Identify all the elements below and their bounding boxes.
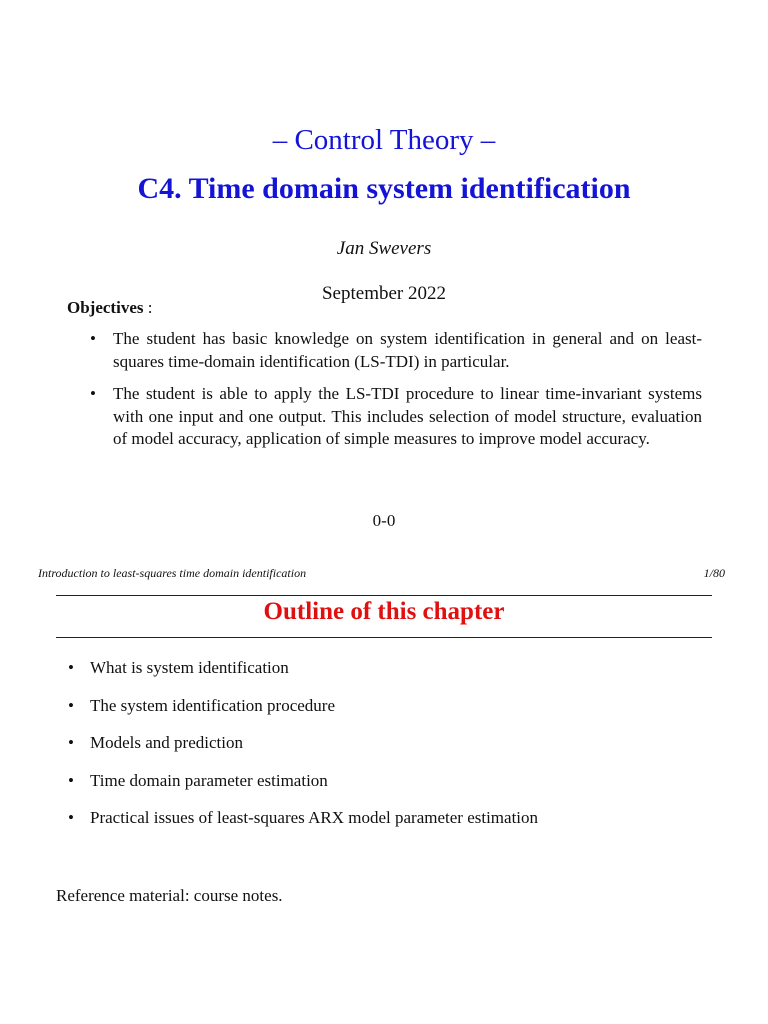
outline-item — [66, 656, 706, 694]
bullet-icon: • — [68, 770, 74, 790]
bullet-icon: • — [68, 733, 74, 752]
page-number: 0-0 — [372, 511, 396, 530]
course-supertitle: – Control Theory – — [272, 124, 496, 156]
objectives-heading — [67, 298, 152, 318]
bullet-icon: • — [90, 384, 96, 403]
heading-rule-top — [56, 595, 712, 596]
outline-item-text: What is system identification — [90, 658, 289, 677]
heading-rule-bottom — [56, 637, 712, 638]
objective-item — [88, 383, 702, 451]
outline-item-text: Models and prediction — [90, 733, 243, 752]
outline-item-text: The system identification procedure — [90, 695, 335, 715]
running-header: Introduction to least-squares time domain identification — [38, 566, 307, 580]
bullet-icon: • — [68, 808, 74, 827]
objectives-colon: : — [143, 298, 153, 317]
objective-item — [88, 328, 702, 373]
outline-item-text: Time domain parameter estimation — [90, 770, 328, 790]
outline-item-text: Practical issues of least-squares ARX model parameter estimation — [90, 808, 539, 827]
slide-counter: 1/80 — [703, 566, 725, 580]
bullet-icon: • — [68, 695, 74, 715]
objective-text: The student has basic knowledge on system identification in general and on least-squares time-domain identification (LS-TDI) in particular. — [113, 329, 702, 371]
outline-item — [66, 806, 706, 844]
bullet-icon: • — [68, 658, 74, 677]
outline-list — [66, 656, 706, 844]
publication-date: September 2022 — [321, 283, 446, 304]
reference-note: Reference material: course notes. — [56, 886, 283, 905]
outline-item — [66, 769, 706, 807]
objectives-label: Objectives — [67, 298, 144, 317]
objective-text: The student is able to apply the LS-TDI procedure to linear time-invariant systems with one input and one output. This includes selection of model structure, evaluation of model accuracy, application of simple measures to improve model accuracy. — [113, 384, 702, 448]
bullet-icon: • — [90, 329, 96, 348]
outline-heading: Outline of this chapter — [263, 598, 505, 625]
outline-item — [66, 731, 706, 769]
chapter-title: C4. Time domain system identification — [137, 172, 631, 205]
outline-item — [66, 694, 706, 732]
author-name: Jan Swevers — [336, 238, 432, 259]
objectives-list — [88, 328, 702, 461]
